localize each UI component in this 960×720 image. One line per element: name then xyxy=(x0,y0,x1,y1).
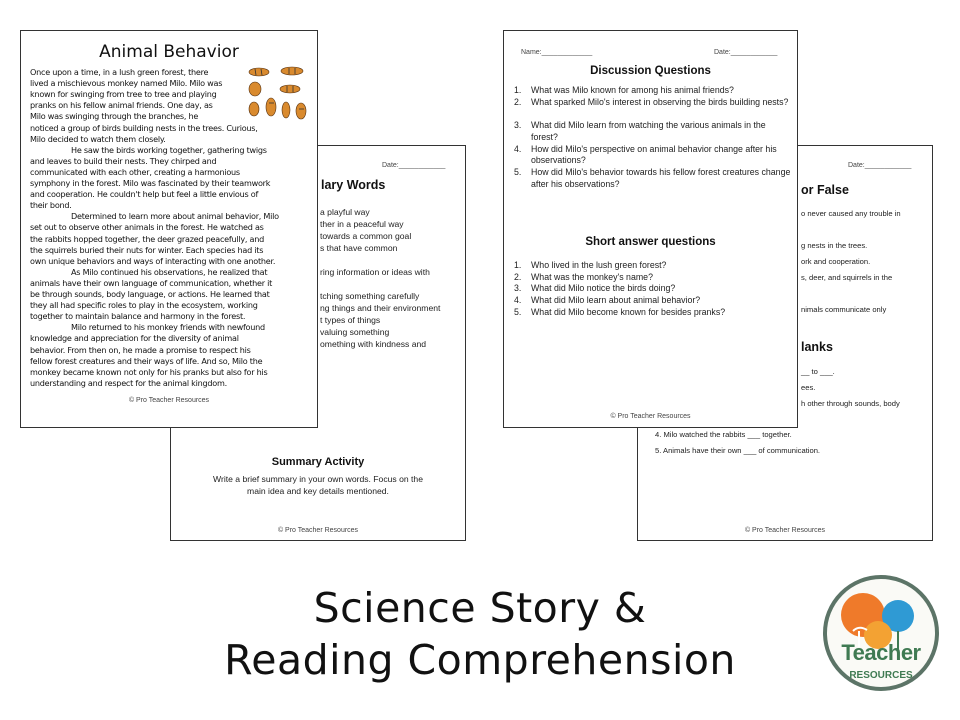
question-number: 2. xyxy=(514,96,522,107)
true-false-statement: o never caused any trouble in xyxy=(801,209,901,218)
question-number: 4. xyxy=(514,143,522,154)
page-footer: © Pro Teacher Resources xyxy=(610,413,691,420)
question-text: How did Milo's perspective on animal behavior change after his observations? xyxy=(531,143,777,166)
story-line: communicated with each other, creating a harmonious xyxy=(30,166,240,177)
story-title: Animal Behavior xyxy=(99,42,239,62)
logo-text-teacher: Teacher xyxy=(841,640,921,665)
story-line: As Milo continued his observations, he realized that xyxy=(71,266,268,277)
discussion-question xyxy=(514,120,793,143)
vocabulary-definition: s that have common xyxy=(320,243,398,253)
story-page xyxy=(20,30,318,428)
discussion-question xyxy=(514,144,793,167)
question-number: 4. xyxy=(514,295,522,306)
vocabulary-definition: omething with kindness and xyxy=(320,339,427,349)
question-number: 5. xyxy=(514,167,522,178)
question-text: What was Milo known for among his animal friends? xyxy=(531,85,734,95)
page-footer: © Pro Teacher Resources xyxy=(744,527,826,534)
story-line: behavior. From then on, he made a promise to respect his xyxy=(30,344,251,355)
short-answer-question xyxy=(514,260,793,272)
short-answer-question xyxy=(514,295,793,307)
story-line: monkey became known not only for his pranks but also for his xyxy=(30,366,268,377)
question-text: What did Milo notice the birds doing? xyxy=(531,283,676,294)
true-false-statement: nimals communicate only xyxy=(801,305,887,314)
story-line: animals have their own language of communication, whether it xyxy=(30,277,273,288)
question-number: 1. xyxy=(514,85,522,95)
vocabulary-definition: ring information or ideas with xyxy=(320,267,430,277)
question-text: What did Milo become known for besides pranks? xyxy=(531,306,726,317)
question-number: 3. xyxy=(514,283,522,294)
true-false-title: or False xyxy=(801,183,849,197)
story-line: together to maintain balance and harmony in the forest. xyxy=(30,311,246,322)
vocabulary-definition: ng things and their environment xyxy=(320,303,441,313)
story-line: understanding and respect for the animal kingdom. xyxy=(30,377,227,388)
question-text: What did Milo learn about animal behavior? xyxy=(531,295,701,306)
question-number: 3. xyxy=(514,120,522,131)
fill-blank-statement: ees. xyxy=(801,383,816,392)
date-field: Date:____________ xyxy=(382,162,446,169)
story-line: the rabbits hopped together, the deer grazed peacefully, and xyxy=(30,233,265,244)
vocabulary-title: lary Words xyxy=(321,178,386,192)
page-footer: © Pro Teacher Resources xyxy=(128,397,210,404)
question-number: 2. xyxy=(514,271,522,282)
logo-text-resources: RESOURCES xyxy=(849,670,913,681)
fill-blank-statement: __ to ___. xyxy=(801,367,835,376)
story-line: noticed a group of birds building nests in the trees. Curious, xyxy=(30,122,258,133)
vocabulary-definition: t types of things xyxy=(320,315,381,325)
story-line: fellow forest creatures and their ways of life. And so, Milo the xyxy=(30,355,263,366)
story-line: knowledge and appreciation for the diversity of animal xyxy=(30,333,239,344)
fill-blanks-title: lanks xyxy=(801,340,833,354)
story-line: symphony in the forest. Milo was fascinated by their teamwork xyxy=(30,178,271,188)
story-line: He saw the birds working together, gathering twigs xyxy=(71,144,267,155)
story-line: known for swinging from tree to tree and playing xyxy=(30,89,217,100)
story-line: and leaves to build their nests. They chirped and xyxy=(30,155,217,166)
vocabulary-definition: tching something carefully xyxy=(320,291,420,301)
discussion-question xyxy=(514,97,793,109)
story-line: pranks on his fellow animal friends. One day, as xyxy=(30,100,213,111)
discussion-question xyxy=(514,85,793,97)
tiger-illustration xyxy=(247,65,309,123)
story-line: Milo decided to watch them closely. xyxy=(30,133,166,144)
vocabulary-definition: towards a common goal xyxy=(320,231,412,241)
story-line: set out to observe other animals in the forest. He watched as xyxy=(30,222,264,233)
question-text: What was the monkey's name? xyxy=(531,271,653,282)
story-line: be through sounds, body language, or actions. He learned that xyxy=(30,289,270,299)
vocabulary-definition: ther in a peaceful way xyxy=(320,219,404,229)
teacher-resources-logo xyxy=(819,573,943,693)
discussion-question xyxy=(514,167,793,190)
short-answer-question xyxy=(514,307,793,319)
story-line: Milo was swinging through the branches, he xyxy=(30,111,199,122)
vocabulary-definition: valuing something xyxy=(320,327,390,337)
headline-line-1: Science Story & xyxy=(313,584,647,632)
discussion-questions-page xyxy=(503,30,798,428)
summary-instructions-2: main idea and key details mentioned. xyxy=(247,486,389,496)
story-line: lived a mischievous monkey named Milo. Milo was xyxy=(30,78,223,89)
short-answer-question xyxy=(514,272,793,284)
story-line: Determined to learn more about animal behavior, Milo xyxy=(71,211,279,222)
question-number: 5. xyxy=(514,306,522,317)
question-text: What sparked Milo's interest in observing the birds building nests? xyxy=(531,96,789,107)
question-text: What did Milo learn from watching the various animals in the forest? xyxy=(531,120,766,142)
story-line: Once upon a time, in a lush green forest, there xyxy=(30,67,209,77)
question-text: Who lived in the lush green forest? xyxy=(531,260,667,270)
story-line: the squirrels buried their nuts for winter. Each species had its xyxy=(30,244,264,255)
true-false-statement: s, deer, and squirrels in the xyxy=(801,273,893,282)
fill-blank-item: 4. Milo watched the rabbits ___ together. xyxy=(655,430,792,439)
story-line: Milo returned to his monkey friends with newfound xyxy=(71,322,265,333)
story-line: and cooperation. He couldn't help but feel a little envious of xyxy=(30,189,259,200)
story-line: their bond. xyxy=(30,200,72,211)
story-line: own unique behaviors and ways of interacting with one another. xyxy=(30,255,276,266)
short-answer-title: Short answer questions xyxy=(585,236,716,248)
short-answer-question xyxy=(514,283,793,295)
fill-blank-statement: h other through sounds, body xyxy=(801,399,900,408)
summary-instructions-1: Write a brief summary in your own words. Focus on the xyxy=(213,474,423,484)
question-number: 1. xyxy=(514,260,522,270)
headline-line-2: Reading Comprehension xyxy=(224,636,736,684)
story-line: they all had specific roles to play in the ecosystem, working xyxy=(30,300,258,311)
true-false-statement: ork and cooperation. xyxy=(801,257,871,266)
fill-blank-item: 5. Animals have their own ___ of communication. xyxy=(655,446,821,455)
name-field: Name:_____________ xyxy=(521,49,593,56)
page-footer: © Pro Teacher Resources xyxy=(277,527,359,534)
discussion-title: Discussion Questions xyxy=(590,65,711,77)
question-text: How did Milo's behavior towards his fellow forest creatures change after his observations? xyxy=(531,167,791,189)
date-field: Date:____________ xyxy=(848,162,912,169)
vocabulary-definition: a playful way xyxy=(320,207,370,217)
summary-activity-title: Summary Activity xyxy=(271,456,365,468)
date-field: Date:____________ xyxy=(714,49,778,56)
true-false-statement: g nests in the trees. xyxy=(801,241,868,250)
